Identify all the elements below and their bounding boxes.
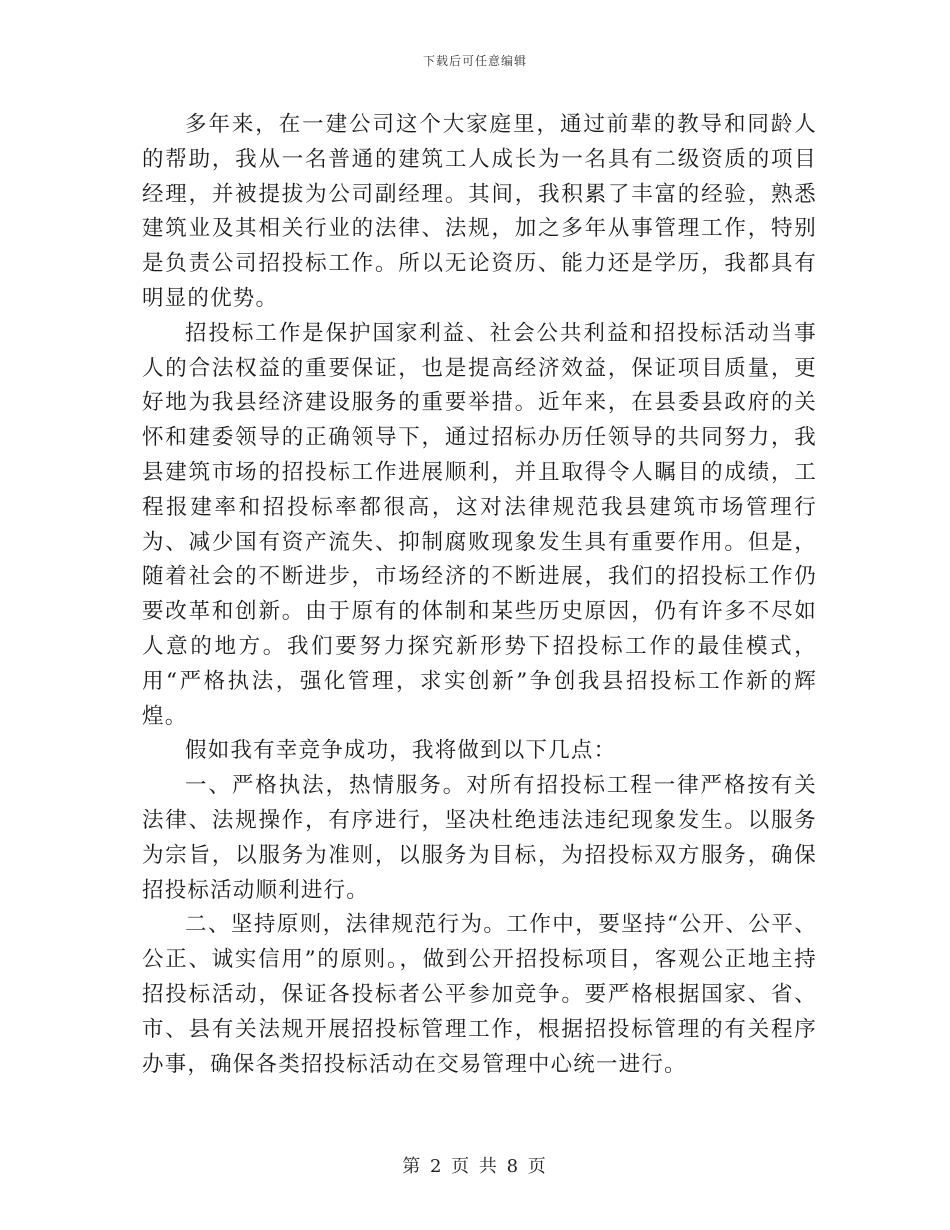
paragraph-1: 多年来，在一建公司这个大家庭里，通过前辈的教导和同龄人的帮助，我从一名普通的建筑工人成长为一名具有二级资质的项目经理，并被提拔为公司副经理。其间，我积累了丰富的经验，熟悉建筑业及其相关行业的法律、法规，加之多年从事管理工作，特别是负责公司招投标工作。所以无论资历、能力还是学历，我都具有明显的优势。 — [142, 112, 817, 311]
paragraph-5: 二、坚持原则，法律规范行为。工作中，要坚持“公开、公平、公正、诚实信用”的原则。，做到公开招投标项目，客观公正地主持招投标活动，保证各投标者公平参加竞争。要严格根据国家、省、市、县有关法规开展招投标管理工作，根据招投标管理的有关程序办事，确保各类招投标活动在交易管理中心统一进行。 — [142, 912, 817, 1077]
document-body — [142, 108, 817, 1082]
paragraph-3: 假如我有幸竞争成功，我将做到以下几点： — [185, 738, 617, 764]
paragraph-2: 招投标工作是保护国家利益、社会公共利益和招投标活动当事人的合法权益的重要保证，也是提高经济效益，保证项目质量，更好地为我县经济建设服务的重要举措。近年来，在县委县政府的关怀和建委领导的正确领导下，通过招标办历任领导的共同努力，我县建筑市场的招投标工作进展顺利，并且取得令人瞩目的成绩，工程报建率和招投标率都很高，这对法律规范我县建筑市场管理行为、减少国有资产流失、抑制腐败现象发生具有重要作用。但是，随着社会的不断进步，市场经济的不断进展，我们的招投标工作仍要改革和创新。由于原有的体制和某些历史原因，仍有许多不尽如人意的地方。我们要努力探究新形势下招投标工作的最佳模式，用“严格执法，强化管理，求实创新”争创我县招投标工作新的辉煌。 — [142, 320, 817, 729]
page-number: 第 2 页 共 8 页 — [402, 1156, 548, 1177]
page-header: 下载后可任意编辑 — [422, 54, 527, 68]
paragraph-4: 一、严格执法，热情服务。对所有招投标工程一律严格按有关法律、法规操作，有序进行，坚决杜绝违法违纪现象发生。以服务为宗旨，以服务为准则，以服务为目标，为招投标双方服务，确保招投标活动顺利进行。 — [142, 773, 817, 903]
